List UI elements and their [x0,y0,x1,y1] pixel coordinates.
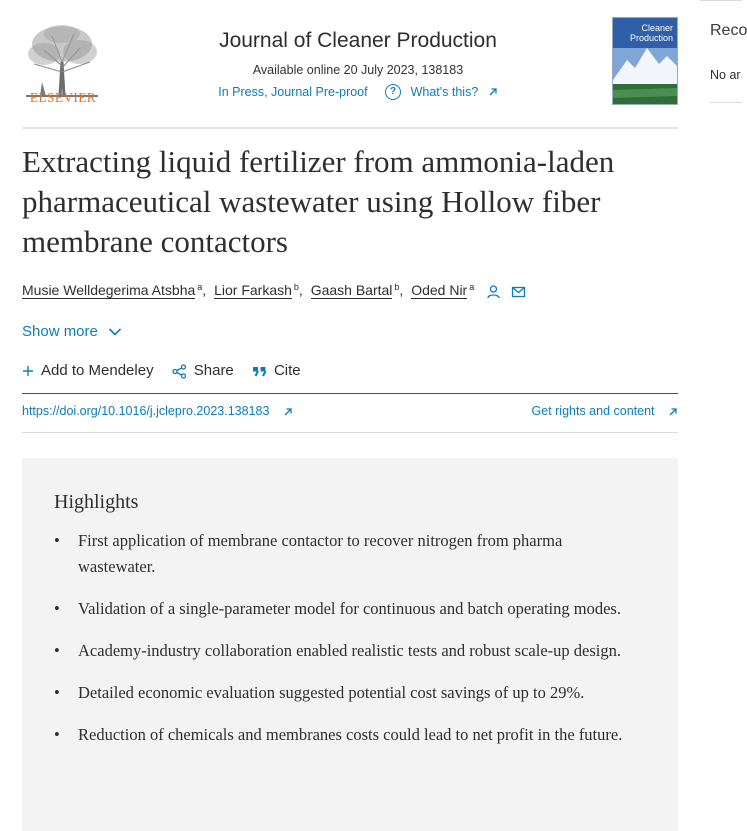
get-rights-text: Get rights and content [531,404,655,418]
author-affiliation: b [293,282,299,292]
show-more-button[interactable] [22,323,122,340]
external-link-icon [283,407,293,417]
external-link-icon [488,87,498,97]
external-link-icon [668,407,678,417]
highlight-text: Validation of a single-parameter model for continuous and batch operating modes. [78,599,621,618]
doi-text: https://doi.org/10.1016/j.jclepro.2023.138183 [22,404,270,418]
right-panel-text: No ar [710,68,741,82]
share-icon [172,364,187,379]
author-link[interactable]: Oded Nir [411,282,468,298]
available-online-text: Available online 20 July 2023, 138183 [252,63,464,77]
highlight-item: • Detailed economic evaluation suggested potential cost savings of up to 29%. [54,683,585,702]
quote-icon [252,365,267,377]
highlight-text: Academy-industry collaboration enabled realistic tests and robust scale-up design. [78,641,621,660]
highlight-item: • Validation of a single-parameter model for continuous and batch operating modes. [54,599,621,618]
share-button[interactable] [172,362,234,379]
highlights-section [22,458,678,831]
actions-divider [22,393,678,394]
highlight-text: Detailed economic evaluation suggested potential cost savings of up to 29%. [78,683,585,702]
mail-icon[interactable] [511,284,526,299]
highlights-list [54,528,624,764]
person-icon[interactable] [486,284,501,299]
cite-label: Cite [273,362,301,379]
right-panel-title: Reco [710,22,747,39]
journal-cover-image[interactable] [612,17,678,105]
add-to-mendeley-label: Add to Mendeley [41,362,154,379]
share-label: Share [193,362,234,379]
author-link[interactable]: Lior Farkash [214,282,292,298]
highlight-item: • Academy-industry collaboration enabled realistic tests and robust scale-up design. [54,641,621,660]
article-actions [22,362,315,379]
cite-button[interactable] [252,362,301,379]
add-to-mendeley-button[interactable] [22,362,154,379]
cover-title-line2: Production [629,33,673,43]
author-link[interactable]: Gaash Bartal [310,282,393,298]
doi-link[interactable] [22,404,293,418]
author-list: Musie Welldegerima Atsbha $^a$, Lior Farkash $^b$, Gaash Bartal $^b$, Oded Nir $^a$ [22,282,526,299]
author-affiliation: a [469,282,475,292]
status-link[interactable]: In Press, Journal Pre-proof [218,85,368,99]
whats-this-link[interactable]: What's this? [410,85,479,99]
get-rights-link[interactable] [532,404,678,418]
author-affiliation: a [197,282,203,292]
journal-title-link[interactable]: Journal of Cleaner Production [219,29,497,52]
publisher-name: ELSEVIER [29,90,97,105]
doi-divider [22,432,678,433]
article-title: Extracting liquid fertilizer from ammonia-laden pharmaceutical wastewater using Hollow fiber membrane contactors [22,144,615,259]
right-panel-divider [710,102,742,103]
highlights-heading: Highlights [54,491,139,513]
show-more-label: Show more [22,323,98,340]
highlight-text: Reduction of chemicals and membranes costs could lead to net profit in the future. [78,725,623,744]
highlight-item: • First application of membrane contactor to recover nitrogen from pharma wastewater. [54,531,563,576]
author-affiliation: b [394,282,400,292]
chevron-down-icon [108,327,122,337]
author-link[interactable]: Musie Welldegerima Atsbha [22,282,196,298]
plus-icon [22,365,34,377]
cover-title-line1: Cleaner [641,23,673,33]
highlight-text: First application of membrane contactor to recover nitrogen from pharma wastewater. [78,531,563,576]
status-line [150,84,566,100]
right-panel-top-divider [700,0,742,1]
header-divider [22,127,678,129]
help-icon[interactable]: ? [385,84,401,100]
highlight-item: • Reduction of chemicals and membranes costs could lead to net profit in the future. [54,725,623,744]
